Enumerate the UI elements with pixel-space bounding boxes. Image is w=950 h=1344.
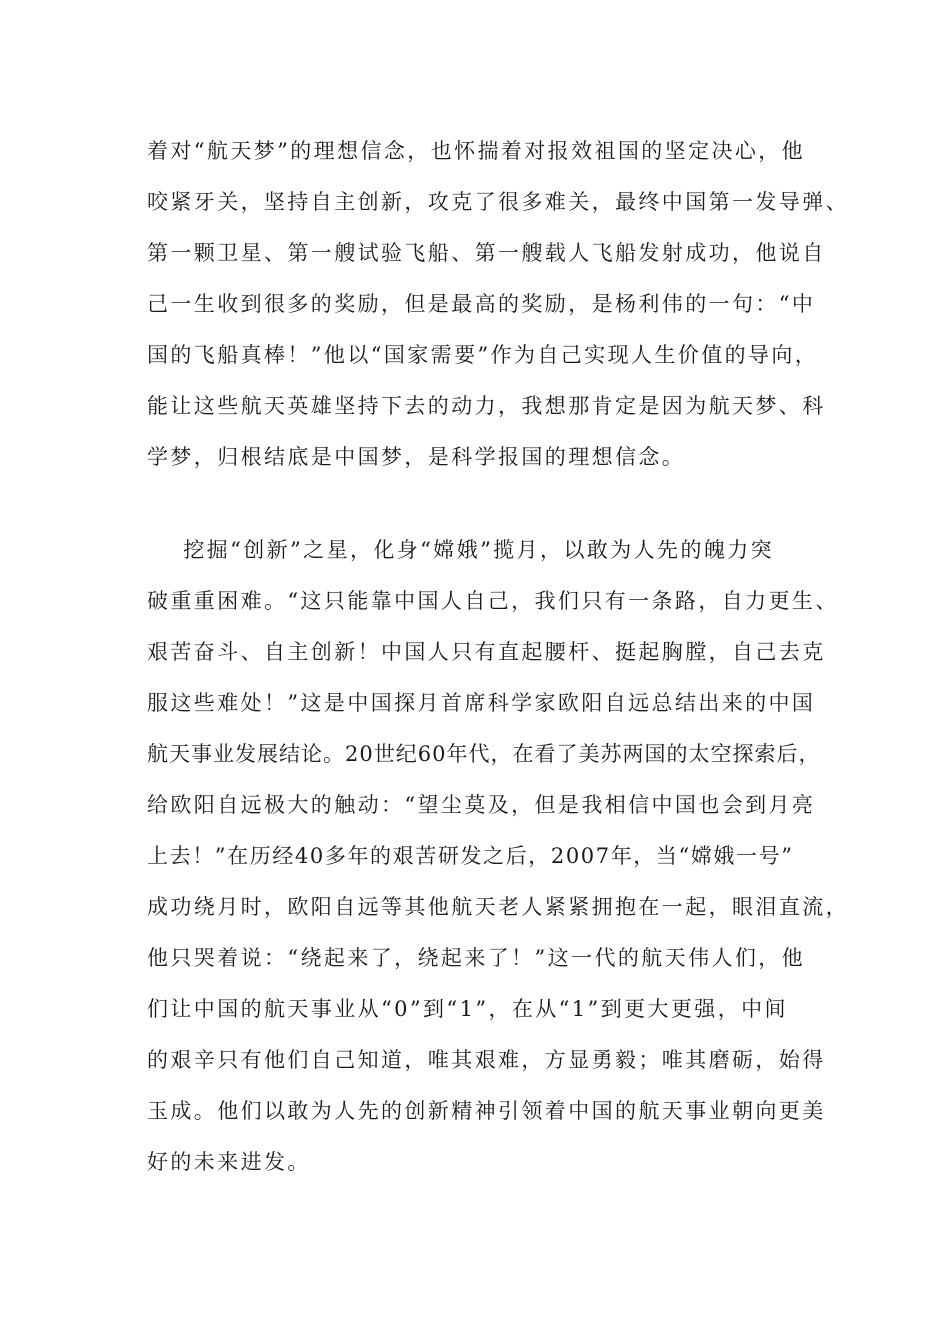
paragraph-innovation bbox=[147, 525, 849, 1188]
text-line: 上去！”在历经40多年的艰苦研发之后，2007年，当“嫦娥一号” bbox=[147, 844, 794, 868]
text-line: 己一生收到很多的奖励，但是最高的奖励，是杨利伟的一句：“中 bbox=[147, 292, 816, 316]
text-line: 服这些难处！”这是中国探月首席科学家欧阳自远总结出来的中国 bbox=[147, 691, 816, 715]
text-line: 挖掘“创新”之星，化身“嫦娥”揽月，以敢为人先的魄力突 bbox=[147, 538, 775, 562]
text-line: 国的飞船真棒！”他以“国家需要”作为自己实现人生价值的导向， bbox=[147, 343, 819, 367]
text-line: 好的未来进发。 bbox=[147, 1150, 311, 1174]
text-line: 给欧阳自远极大的触动：“望尘莫及，但是我相信中国也会到月亮 bbox=[147, 793, 816, 817]
text-line: 咬紧牙关，坚持自主创新，攻克了很多难关，最终中国第一发导弹、 bbox=[147, 190, 849, 214]
text-line: 他只哭着说：“绕起来了，绕起来了！”这一代的航天伟人们，他 bbox=[147, 946, 806, 970]
text-line: 破重重困难。“这只能靠中国人自己，我们只有一条路，自力更生、 bbox=[147, 589, 839, 613]
text-line: 艰苦奋斗、自主创新！中国人只有直起腰杆、挺起胸膛，自己去克 bbox=[147, 640, 826, 664]
text-line: 学梦，归根结底是中国梦，是科学报国的理想信念。 bbox=[147, 445, 686, 469]
text-line: 们让中国的航天事业从“0”到“1”，在从“1”到更大更强，中间 bbox=[147, 997, 788, 1021]
text-line: 成功绕月时，欧阳自远等其他航天老人紧紧拥抱在一起，眼泪直流， bbox=[147, 895, 849, 919]
paragraph-space-dream bbox=[147, 126, 849, 483]
text-line: 第一颗卫星、第一艘试验飞船、第一艘载人飞船发射成功，他说自 bbox=[147, 241, 826, 265]
text-line: 能让这些航天英雄坚持下去的动力，我想那肯定是因为航天梦、科 bbox=[147, 394, 826, 418]
text-line: 着对“航天梦”的理想信念，也怀揣着对报效祖国的坚定决心，他 bbox=[147, 139, 806, 163]
text-line: 玉成。他们以敢为人先的创新精神引领着中国的航天事业朝向更美 bbox=[147, 1099, 826, 1123]
text-line: 航天事业发展结论。20世纪60年代，在看了美苏两国的太空探索后， bbox=[147, 742, 821, 766]
text-line: 的艰辛只有他们自己知道，唯其艰难，方显勇毅；唯其磨砺，始得 bbox=[147, 1048, 826, 1072]
